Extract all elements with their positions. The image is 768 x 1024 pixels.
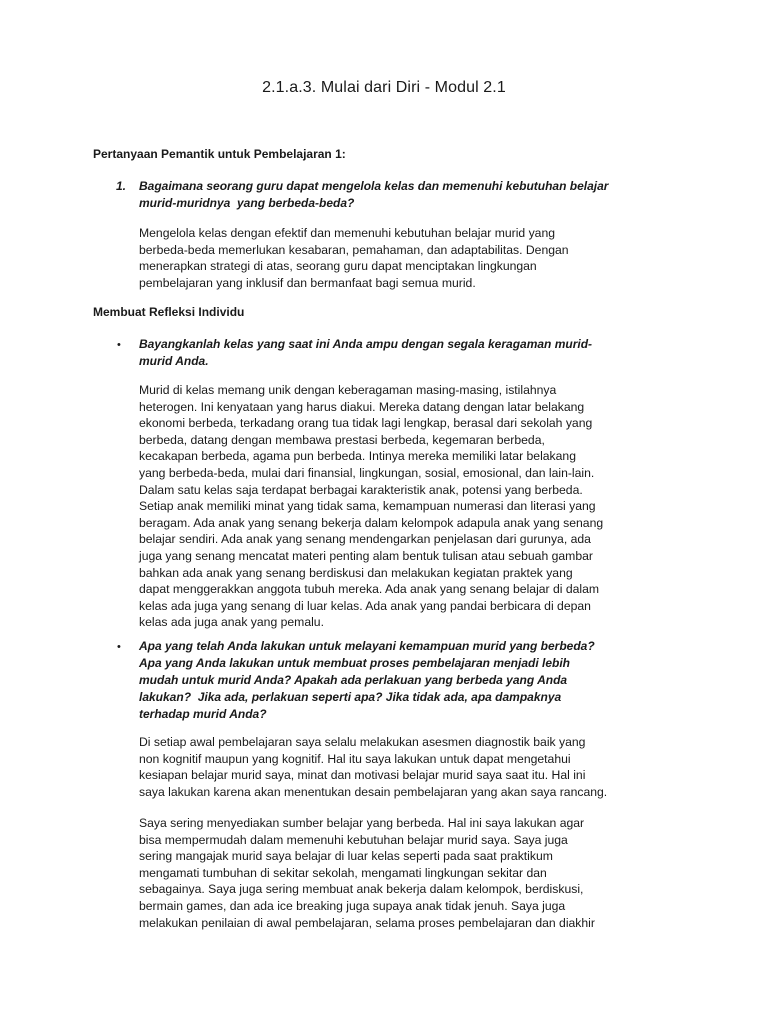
reflection-answer-2-paragraph-2: Saya sering menyediakan sumber belajar yang berbeda. Hal ini saya lakukan agar bisa mempermudah dalam memenuhi kebutuhan belajar murid saya. Saya juga sering mangajak murid saya belajar di luar kelas seperti pada saat praktikum mengamati tumbuhan di sekitar sekolah, mengamati lingkungan sekitar dan sebagainya. Saya juga sering membuat anak bekerja dalam kelompok, berdiskusi, bermain games, dan ada ice breaking juga supaya anak tidak jenuh. Saya juga melakukan penilaian di awal pembelajaran, selama proses pembelajaran dan diakhir (139, 816, 595, 930)
question-number: 1. (116, 179, 127, 193)
reflection-question-2: Apa yang telah Anda lakukan untuk melayani kemampuan murid yang berbeda? Apa yang Anda lakukan untuk membuat proses pembelajaran menjadi lebih mudah untuk murid Anda? Apakah ada perlakuan yang berbeda yang Anda lakukan? Jika ada, perlakuan seperti apa? Jika tidak ada, apa dampaknya terhadap murid Anda? (139, 639, 595, 721)
reflection-question-1: Bayangkanlah kelas yang saat ini Anda ampu dengan segala keragaman murid- murid Anda. (139, 337, 593, 368)
reflection-answer-1: Murid di kelas memang unik dengan keberagaman masing-masing, istilahnya heterogen. Ini kenyataan yang harus diakui. Mereka datang dengan latar belakang ekonomi berbeda, terkadang orang tua tidak lagi lengkap, berasal dari sekolah yang berbeda, datang dengan membawa prestasi berbeda, kegemaran berbeda, kecakapan berbeda, agama pun berbeda. Intinya mereka memiliki latar belakang yang berbeda-beda, mulai dari finansial, lingkungan, sosial, emosional, dan lain-lain. Dalam satu kelas saja terdapat berbagai karakteristik anak, potensi yang berbeda. Setiap anak memiliki minat yang tidak sama, kemampuan numerasi dan literasi yang beragam. Ada anak yang senang bekerja dalam kelompok adapula anak yang senang belajar sendiri. Ada anak yang senang mendengarkan penjelasan dari gurunya, ada juga yang senang mencatat materi penting alam bentuk tulisan atau sebuah gambar bahkan ada anak yang senang berdiskusi dan melakukan kegiatan praktek yang dapat menggerakkan anggota tubuh mereka. Ada anak yang senang belajar di dalam kelas ada juga yang senang di luar kelas. Ada anak yang pandai berbicara di depan kelas ada juga anak yang pemalu. (139, 383, 604, 630)
answer-1-paragraph: Mengelola kelas dengan efektif dan memenuhi kebutuhan belajar murid yang berbeda-beda memerlukan kesabaran, pemahaman, dan adaptabilitas. Dengan menerapkan strategi di atas, seorang guru dapat menciptakan lingkungan pembelajaran yang inklusif dan bermanfaat bagi semua murid. (139, 226, 569, 290)
bullet-icon: • (117, 339, 121, 351)
section-heading-pertanyaan-pemantik: Pertanyaan Pemantik untuk Pembelajaran 1: (93, 147, 346, 161)
bullet-icon: • (117, 641, 121, 653)
question-1-text: Bagaimana seorang guru dapat mengelola kelas dan memenuhi kebutuhan belajar murid-muridnya yang berbeda-beda? (139, 179, 609, 210)
document-title: 2.1.a.3. Mulai dari Diri - Modul 2.1 (262, 79, 506, 96)
reflection-answer-2-paragraph-1: Di setiap awal pembelajaran saya selalu melakukan asesmen diagnostik baik yang non kognitif maupun yang kognitif. Hal itu saya lakukan untuk dapat mengetahui kesiapan belajar murid saya, minat dan motivasi belajar murid saya saat itu. Hal ini saya lakukan karena akan menentukan desain pembelajaran yang akan saya rancang. (139, 735, 608, 799)
section-heading-refleksi: Membuat Refleksi Individu (93, 305, 245, 319)
